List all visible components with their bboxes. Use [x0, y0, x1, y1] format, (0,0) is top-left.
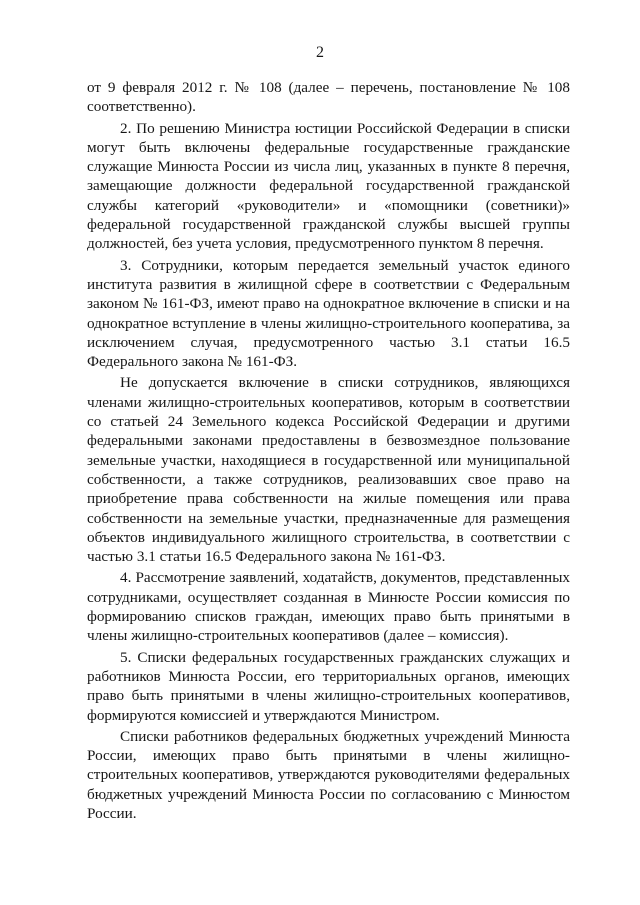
paragraph-item-5: 5. Списки федеральных государственных гражданских служащих и работников Минюста России, его территориальных органов, имеющих право быть принятыми в члены жилищно-строительных кооперативов, формируются комиссией и утверждаются Министром.: [87, 648, 570, 724]
paragraph-item-2: 2. По решению Министра юстиции Российской Федерации в списки могут быть включены федеральные государственные гражданские служащие Минюста России из числа лиц, указанных в пункте 8 перечня, замещающие должности федеральной государственной гражданской службы категорий «руководители» и «помощники (советники)» федеральной государственной гражданской службы высшей группы должностей, без учета условия, предусмотренного пунктом 8 перечня.: [87, 119, 570, 253]
paragraph-item-3-exclusion: Не допускается включение в списки сотрудников, являющихся членами жилищно-строительных кооперативов, которым в соответствии со статьей 24 Земельного кодекса Российской Федерации и другими федеральными законами предоставлены в безвозмездное пользование земельные участки, находящиеся в государственной или муниципальной собственности, а также сотрудников, реализовавших свое право на приобретение права собственности на жилые помещения или права собственности на земельные участки, предназначенные для размещения объектов индивидуального жилищного строительства, в соответствии с частью 3.1 статьи 16.5 Федерального закона № 161-ФЗ.: [87, 374, 570, 566]
paragraph-item-5-budget: Списки работников федеральных бюджетных учреждений Минюста России, имеющих право быть принятыми в члены жилищно-строительных кооперативов, утверждаются руководителями федеральных бюджетных учреждений Минюста России по согласованию с Минюстом России.: [87, 727, 570, 822]
paragraph-item-4: 4. Рассмотрение заявлений, ходатайств, документов, представленных сотрудниками, осуществляет созданная в Минюсте России комиссия по формированию списков граждан, имеющих право быть принятыми в члены жилищно-строительных кооперативов (далее – комиссия).: [87, 569, 570, 645]
document-body: [87, 78, 570, 823]
paragraph-continuation: от 9 февраля 2012 г. № 108 (далее – перечень, постановление № 108 соответственно).: [87, 79, 570, 116]
page-number: 2: [316, 44, 324, 61]
paragraph-item-3: 3. Сотрудники, которым передается земельный участок единого института развития в жилищной сфере в соответствии с Федеральным законом № 161-ФЗ, имеют право на однократное включение в списки и на однократное вступление в члены жилищно-строительного кооператива, за исключением случая, предусмотренного частью 3.1 статьи 16.5 Федерального закона № 161-ФЗ.: [87, 256, 570, 371]
